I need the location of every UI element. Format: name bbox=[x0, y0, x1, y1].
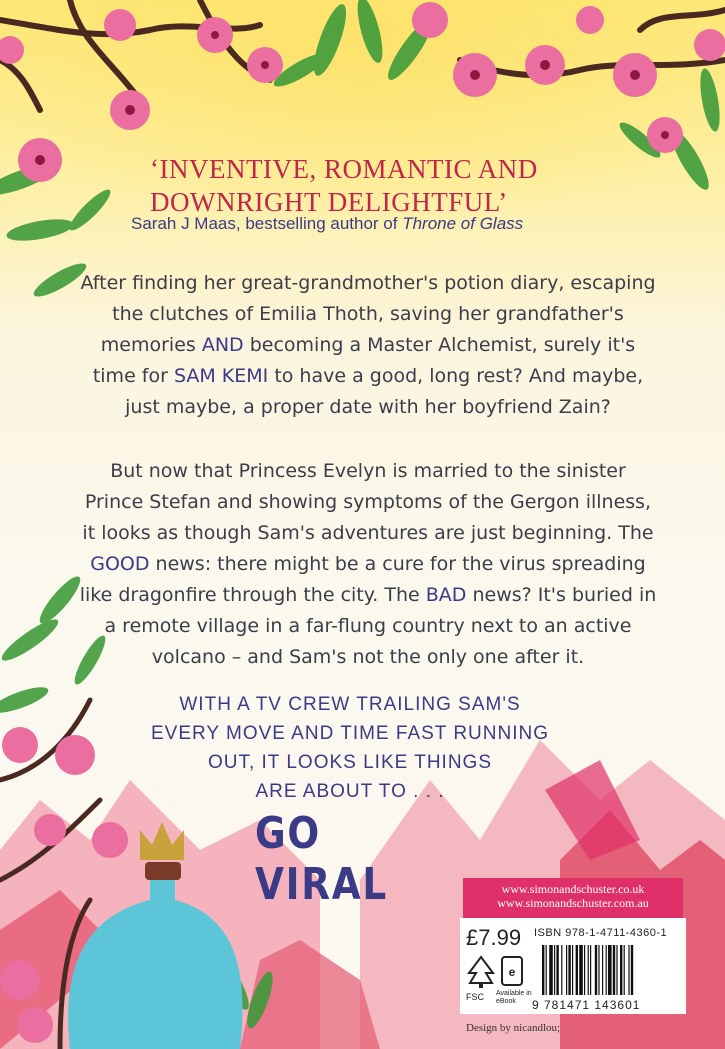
blurb-paragraph-1 bbox=[78, 268, 658, 423]
blurb1-highlight-name: SAM KEMI bbox=[173, 365, 269, 387]
barcode-bar bbox=[576, 945, 578, 995]
blurb1-text-3: to have a good, long rest? And maybe, just maybe, a proper date with her boyfriend Zain? bbox=[125, 365, 644, 418]
barcode-bar bbox=[620, 945, 622, 995]
publisher-urls bbox=[463, 878, 683, 918]
barcode-bar bbox=[566, 945, 567, 995]
blurb1-text-2: becoming a Master Alchemist, surely it's time for bbox=[92, 334, 636, 387]
blurb2-highlight-bad: BAD bbox=[425, 584, 467, 606]
barcode-bar bbox=[561, 945, 562, 995]
barcode-bar bbox=[584, 945, 585, 995]
blurb2-text-2: news: there might be a cure for the virus spreading like dragonfire through the city. The bbox=[79, 553, 646, 606]
barcode-bar bbox=[628, 945, 629, 995]
barcode-bar bbox=[556, 945, 558, 995]
barcode-bar bbox=[631, 945, 633, 995]
barcode-bar bbox=[602, 945, 603, 995]
review-quote bbox=[150, 153, 610, 219]
barcode-bar bbox=[588, 945, 589, 995]
blurb2-text-3: news? It's buried in a remote village in a far-flung country next to an active volcano – and Sam's not the only one after it. bbox=[104, 584, 657, 668]
price: £7.99 bbox=[466, 925, 522, 950]
tagline bbox=[130, 690, 570, 806]
blurb1-highlight-and: AND bbox=[201, 334, 244, 356]
attribution-prefix: Sarah J Maas, bestselling author of bbox=[131, 214, 403, 233]
isbn: ISBN 978-1-4711-4360-1 bbox=[534, 927, 668, 939]
quote-line-2: DOWNRIGHT DELIGHTFUL’ bbox=[150, 187, 508, 217]
publisher-url-uk[interactable]: www.simonandschuster.co.uk bbox=[501, 882, 645, 896]
barcode-bar bbox=[624, 945, 625, 995]
blurb2-text-1: But now that Princess Evelyn is married to the sinister Prince Stefan and showing symptoms of the Gergon illness, it looks as though Sam's adventures are just beginning. The bbox=[82, 460, 654, 544]
blurb2-highlight-good: GOOD bbox=[90, 553, 150, 575]
barcode-bar bbox=[595, 945, 597, 995]
attribution-title: Throne of Glass bbox=[402, 214, 524, 233]
barcode-bar bbox=[613, 945, 615, 995]
tagline-line-1: WITH A TV CREW TRAILING SAM'S bbox=[179, 694, 521, 715]
tagline-line-3: OUT, IT LOOKS LIKE THINGS bbox=[207, 752, 493, 773]
barcode-bar bbox=[616, 945, 617, 995]
tagline-line-4: ARE ABOUT TO . . . bbox=[255, 781, 445, 802]
headline: GO VIRAL bbox=[255, 808, 388, 910]
design-credit: Design by nicandlou; bbox=[466, 1022, 561, 1034]
quote-line-1: ‘INVENTIVE, ROMANTIC AND bbox=[150, 154, 538, 184]
barcode-bar bbox=[608, 945, 612, 995]
ebook-label: Available in eBook bbox=[496, 990, 532, 1005]
blurb1-text-1: After finding her great-grandmother's potion diary, escaping the clutches of Emilia Thoth, saving her grandfather's memories bbox=[80, 272, 656, 356]
barcode-bar bbox=[579, 945, 583, 995]
barcode bbox=[540, 945, 680, 997]
barcode-bar bbox=[546, 945, 547, 995]
quote-attribution bbox=[131, 214, 651, 234]
tagline-line-2: EVERY MOVE AND TIME FAST RUNNING bbox=[150, 723, 549, 744]
barcode-bar bbox=[554, 945, 555, 995]
barcode-number: 9 781471 143601 bbox=[532, 998, 641, 1012]
fsc-label: FSC bbox=[466, 992, 484, 1002]
barcode-bar bbox=[542, 945, 544, 995]
svg-text:e: e bbox=[508, 965, 516, 979]
barcode-bar bbox=[590, 945, 591, 995]
barcode-bar bbox=[568, 945, 570, 995]
blurb-paragraph-2 bbox=[78, 456, 658, 673]
ebook-icon bbox=[500, 955, 524, 987]
fsc-tree-icon bbox=[466, 955, 496, 989]
publisher-url-au[interactable]: www.simonandschuster.com.au bbox=[497, 896, 649, 910]
barcode-bar bbox=[549, 945, 553, 995]
barcode-bar bbox=[606, 945, 607, 995]
barcode-bar bbox=[572, 945, 573, 995]
barcode-bar bbox=[598, 945, 599, 995]
